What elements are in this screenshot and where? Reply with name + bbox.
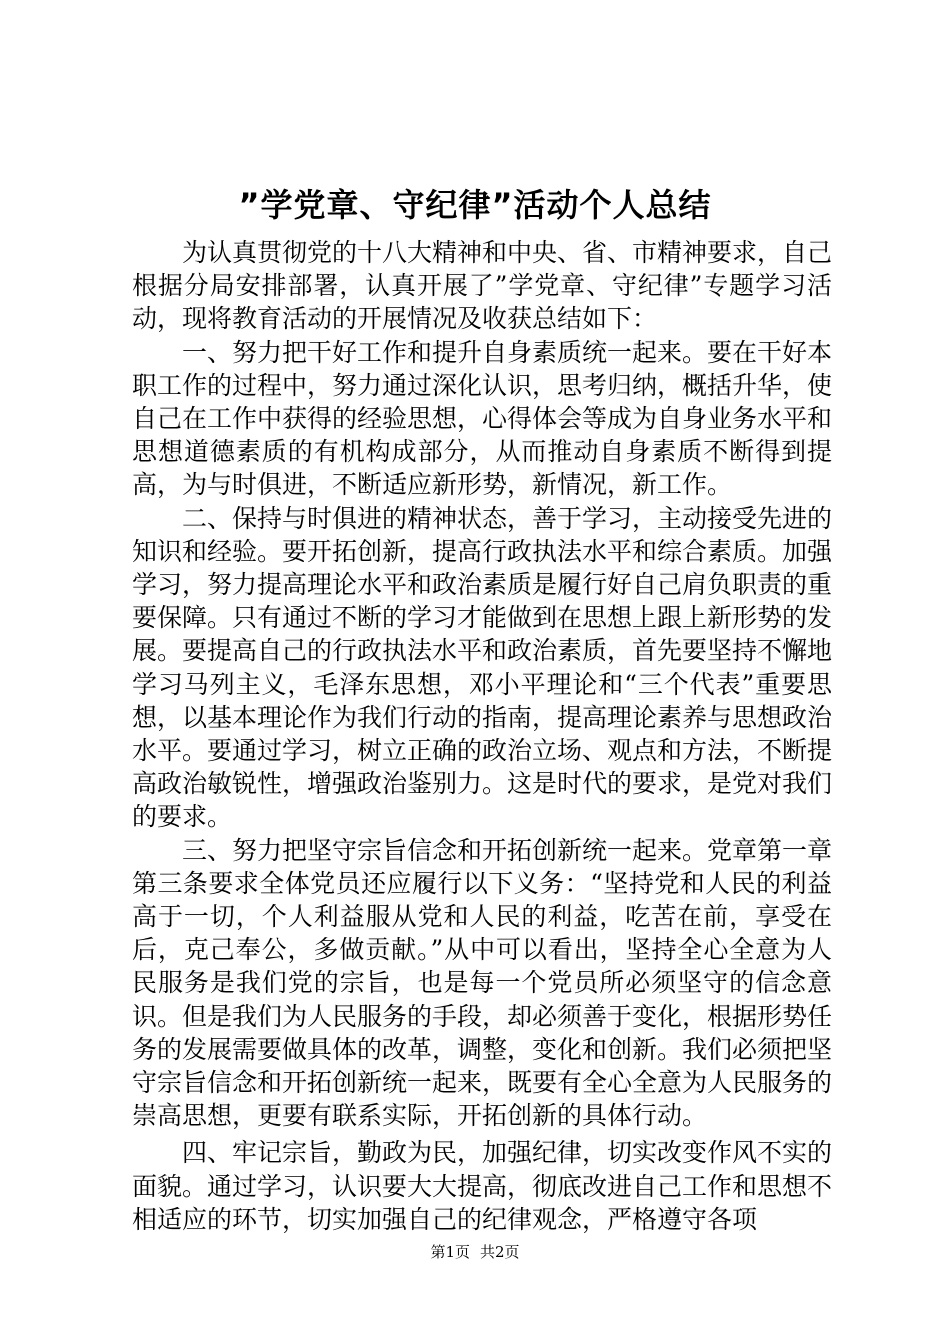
page-number-total: 共2页 <box>480 1243 520 1261</box>
paragraph-section-4: 四、牢记宗旨，勤政为民，加强纪律，切实改变作风不实的面貌。通过学习，认识要大大提高，彻底改进自己工作和思想不相适应的环节，切实加强自己的纪律观念，严格遵守各项 <box>132 1138 833 1234</box>
paragraph-section-3: 三、努力把坚守宗旨信念和开拓创新统一起来。党章第一章第三条要求全体党员还应履行以下义务：“坚持党和人民的利益高于一切，个人利益服从党和人民的利益，吃苦在前，享受在后，克己奉公，多做贡献。”从中可以看出，坚持全心全意为人民服务是我们党的宗旨，也是每一个党员所必须坚守的信念意识。但是我们为人民服务的手段，却必须善于变化，根据形势任务的发展需要做具体的改革，调整，变化和创新。我们必须把坚守宗旨信念和开拓创新统一起来，既要有全心全意为人民服务的崇高思想，更要有联系实际，开拓创新的具体行动。 <box>132 835 833 1131</box>
paragraph-intro: 为认真贯彻党的十八大精神和中央、省、市精神要求，自己根据分局安排部署，认真开展了”学党章、守纪律”专题学习活动，现将教育活动的开展情况及收获总结如下： <box>132 238 833 334</box>
document-title: ”学党章、守纪律”活动个人总结 <box>238 186 712 224</box>
page-number-current: 第1页 <box>430 1243 470 1261</box>
page-footer <box>0 1242 950 1262</box>
document-body <box>132 236 832 1236</box>
paragraph-section-2: 二、保持与时俱进的精神状态，善于学习，主动接受先进的知识和经验。要开拓创新，提高行政执法水平和综合素质。加强学习，努力提高理论水平和政治素质是履行好自己肩负职责的重要保障。只有通过不断的学习才能做到在思想上跟上新形势的发展。要提高自己的行政执法水平和政治素质，首先要坚持不懈地学习马列主义，毛泽东思想，邓小平理论和“三个代表”重要思想，以基本理论作为我们行动的指南，提高理论素养与思想政治水平。要通过学习，树立正确的政治立场、观点和方法，不断提高政治敏锐性，增强政治鉴别力。这是时代的要求，是党对我们的要求。 <box>132 503 833 832</box>
paragraph-section-1: 一、努力把干好工作和提升自身素质统一起来。要在干好本职工作的过程中，努力通过深化认识，思考归纳，概括升华，使自己在工作中获得的经验思想，心得体会等成为自身业务水平和思想道德素质的有机构成部分，从而推动自身素质不断得到提高，为与时俱进，不断适应新形势，新情况，新工作。 <box>132 337 833 500</box>
